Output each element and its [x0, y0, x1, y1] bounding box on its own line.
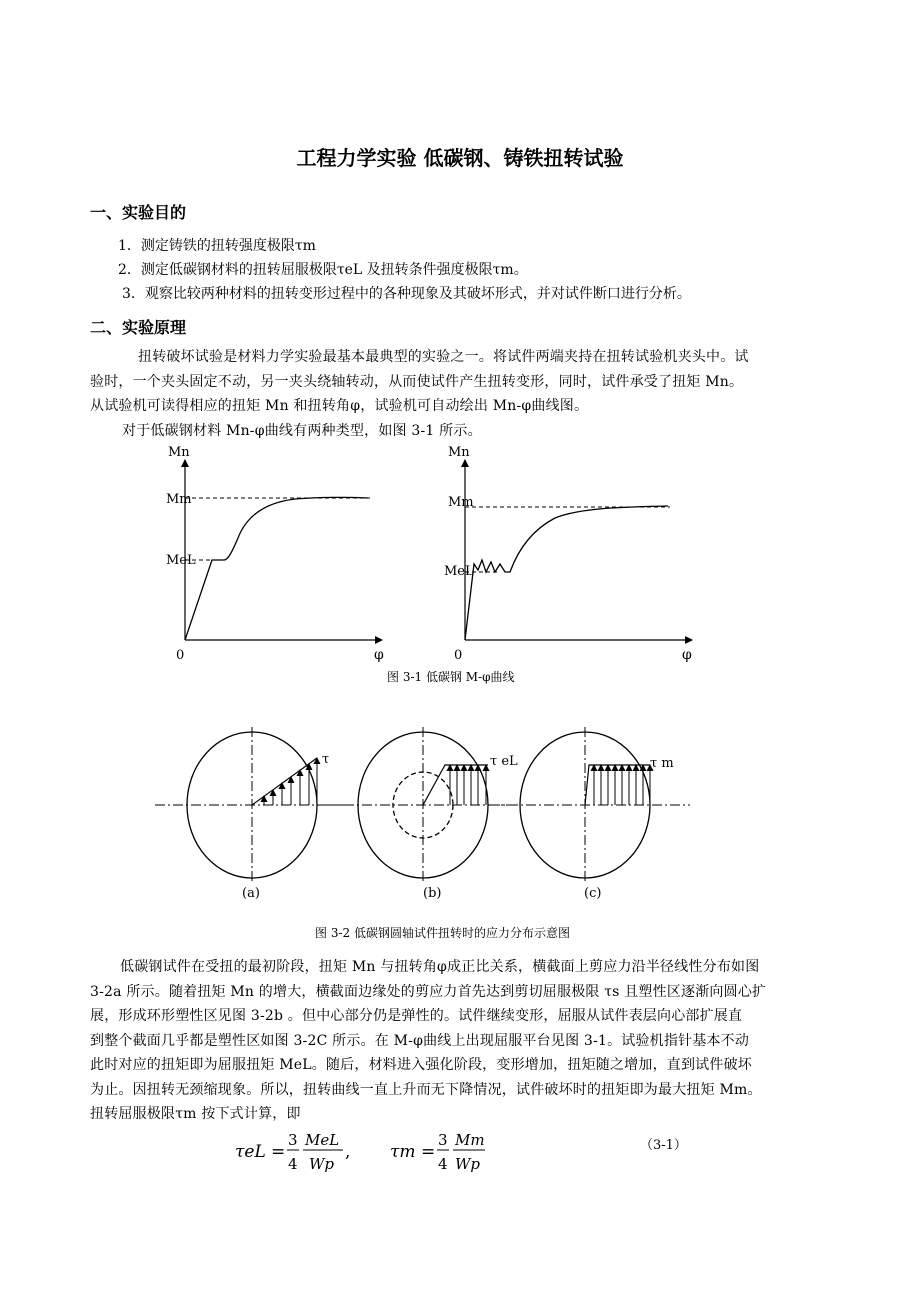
figure-3-1 — [160, 440, 720, 690]
stress-profile — [585, 765, 650, 805]
stress-panel-b — [326, 727, 518, 901]
equals-sign: = — [421, 1142, 436, 1162]
mn-phi-curve — [185, 497, 368, 640]
tau-label: τ — [322, 752, 330, 767]
mel-label: MeL — [166, 553, 196, 568]
x-axis-label: φ — [682, 647, 692, 663]
panel-b-label: (b) — [423, 886, 442, 901]
purpose-item-2: 2．测定低碳钢材料的扭转屈服极限τeL 及扭转条件强度极限τm。 — [118, 262, 528, 278]
principle-paragraph-1 — [90, 345, 850, 443]
text-line: 低碳钢试件在受扭的最初阶段，扭矩 Mn 与扭转角φ成正比关系，横截面上剪应力沿半径线性分布如图 — [120, 959, 760, 975]
stress-panel-c — [490, 727, 690, 901]
figure-3-1-caption: 图 3-1 低碳钢 M-φ曲线 — [387, 670, 515, 684]
text-line: 此时对应的扭矩即为屈服扭矩 MeL。随后，材料进入强化阶段，变形增加，扭矩随之增加，直到试件破坏 — [90, 1057, 752, 1073]
text-line: 展，形成环形塑性区见图 3-2b 。但中心部分仍是弹性的。试件继续变形，屈服从试件表层向心部扩展直 — [90, 1008, 743, 1024]
text-line: 对于低碳钢材料 Mn-φ曲线有两种类型，如图 3-1 所示。 — [122, 422, 482, 439]
panel-a-label: (a) — [242, 886, 260, 901]
mel-label: MeL — [444, 564, 474, 579]
y-axis-label: Mn — [448, 445, 470, 460]
tau-m-label: τ m — [650, 756, 674, 771]
page-title: 工程力学实验 低碳钢、铸铁扭转试验 — [296, 146, 624, 170]
text-line: 验时，一个夹头固定不动，另一夹头绕轴转动，从而使试件产生扭转变形，同时，试件承受了扭矩 Mn。 — [90, 373, 744, 390]
equation-number: （3-1） — [640, 1138, 687, 1153]
text-line: 到整个截面几乎都是塑性区如图 3-2C 所示。在 M-φ曲线上出现屈服平台见图 3-1。试验机指针基本不动 — [90, 1032, 750, 1049]
section-heading-purpose: 一、实验目的 — [90, 203, 187, 222]
stress-arrows — [264, 758, 317, 805]
purpose-item-1: 1．测定铸铁的扭转强度极限τm — [118, 238, 316, 254]
stress-panel-a — [155, 727, 345, 901]
stress-arrows — [594, 765, 650, 805]
mn-phi-plot-left — [166, 445, 384, 663]
mn-phi-plot-right — [444, 445, 692, 663]
equals-sign: = — [271, 1142, 286, 1162]
figure-3-2 — [150, 725, 770, 945]
fraction-denominator: 4 — [288, 1155, 298, 1173]
x-axis-label: φ — [374, 647, 384, 663]
text-line: 为止。因扭转无颈缩现象。所以，扭转曲线一直上升而无下降情况，试件破坏时的扭矩即为最大扭矩 Mm。 — [90, 1081, 762, 1098]
fraction-numerator: 3 — [288, 1131, 298, 1149]
mm-label: Mm — [448, 495, 474, 510]
formula-wp: Wp — [455, 1155, 481, 1173]
mn-phi-curve — [465, 506, 668, 640]
text-line: 从试验机可读得相应的扭矩 Mn 和扭转角φ，试验机可自动绘出 Mn-φ曲线图。 — [90, 398, 589, 414]
origin-label: 0 — [454, 648, 463, 663]
text-line: 3-2a 所示。随着扭矩 Mn 的增大，横截面边缘处的剪应力首先达到剪切屈服极限 τs 且塑性区逐渐向圆心扩 — [90, 983, 767, 1000]
formula-3-1 — [235, 1125, 715, 1175]
origin-label: 0 — [176, 648, 185, 663]
text-line: 扭转破坏试验是材料力学实验最基本最典型的实验之一。将试件两端夹持在扭转试验机夹头中。试 — [138, 349, 749, 365]
stress-profile — [252, 758, 317, 805]
formula-wp: Wp — [309, 1155, 335, 1173]
formula-mel: MeL — [305, 1131, 340, 1149]
comma: , — [345, 1142, 351, 1162]
section-heading-principle: 二、实验原理 — [90, 318, 187, 337]
y-axis-label: Mn — [168, 445, 190, 460]
formula-mm: Mm — [455, 1131, 485, 1149]
fraction-numerator: 3 — [438, 1131, 448, 1149]
tau-el-label: τ eL — [490, 754, 518, 769]
principle-paragraph-2 — [90, 955, 860, 1127]
fraction-denominator: 4 — [438, 1155, 448, 1173]
purpose-item-3: 3．观察比较两种材料的扭转变形过程中的各种现象及其破坏形式，并对试件断口进行分析。 — [122, 286, 691, 302]
mm-label: Mm — [166, 492, 192, 507]
figure-3-2-caption: 图 3-2 低碳钢圆轴试件扭转时的应力分布示意图 — [315, 926, 570, 940]
formula-lhs-tau-m: τm — [390, 1142, 416, 1162]
panel-c-label: (c) — [584, 886, 602, 901]
text-line: 扭转屈服极限τm 按下式计算，即 — [90, 1106, 301, 1122]
formula-lhs-tau-el: τeL — [235, 1142, 266, 1162]
